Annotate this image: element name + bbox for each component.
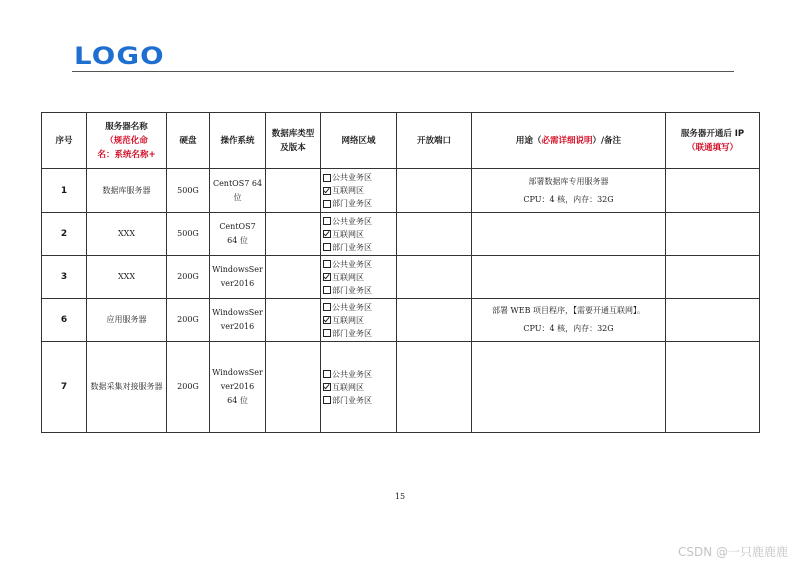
zone-option xyxy=(323,228,394,241)
table-row xyxy=(42,169,760,213)
cell-server-name: XXX xyxy=(87,256,167,299)
zone-option-label: 公共业务区 xyxy=(332,302,372,312)
zone-checkbox[interactable] xyxy=(323,286,331,294)
zone-option xyxy=(323,327,394,340)
zone-checkbox[interactable] xyxy=(323,217,331,225)
cell-purpose xyxy=(472,256,666,299)
cell-seq: 6 xyxy=(42,299,87,342)
col-header-ip xyxy=(666,113,760,169)
header-text-required: 必需详细说明 xyxy=(541,135,593,146)
zone-checkbox[interactable] xyxy=(323,329,331,337)
cell-os xyxy=(210,169,266,213)
os-line: WindowsSer xyxy=(212,368,263,377)
zone-checkbox[interactable] xyxy=(323,187,331,195)
col-header-zone: 网络区域 xyxy=(321,113,397,169)
zone-option xyxy=(323,241,394,254)
os-line: CentOS7 xyxy=(219,222,256,231)
zone-option-label: 公共业务区 xyxy=(332,173,372,182)
header-text: 服务器名称 xyxy=(105,121,148,132)
cell-network-zone xyxy=(321,256,397,299)
col-header-seq: 序号 xyxy=(42,113,87,169)
cell-disk: 200G xyxy=(167,299,210,342)
cell-ports xyxy=(397,299,472,342)
cell-ports xyxy=(397,256,472,299)
cell-server-name: XXX xyxy=(87,213,167,256)
zone-option-label: 互联网区 xyxy=(332,382,364,392)
cell-os xyxy=(210,256,266,299)
zone-option xyxy=(323,301,394,314)
zone-option xyxy=(323,314,394,327)
zone-checkbox[interactable] xyxy=(323,303,331,311)
cell-network-zone xyxy=(321,169,397,213)
cell-db xyxy=(266,256,321,299)
os-line: WindowsSer xyxy=(212,265,263,274)
logo: LOGO xyxy=(74,42,165,70)
zone-option-label: 互联网区 xyxy=(332,272,364,282)
zone-checkbox[interactable] xyxy=(323,230,331,238)
zone-checkbox[interactable] xyxy=(323,260,331,268)
cell-os xyxy=(210,299,266,342)
server-request-table xyxy=(41,112,760,433)
os-line: 位 xyxy=(233,192,242,202)
zone-checkbox[interactable] xyxy=(323,370,331,378)
header-text: 数据库类型 xyxy=(271,128,315,139)
zone-option xyxy=(323,381,394,394)
os-line: ver2016 xyxy=(220,279,255,288)
zone-option-label: 互联网区 xyxy=(332,186,364,195)
zone-option-label: 部门业务区 xyxy=(332,199,372,208)
watermark: CSDN @一只鹿鹿鹿 xyxy=(677,545,788,559)
cell-server-name: 数据库服务器 xyxy=(87,169,167,213)
zone-checkbox[interactable] xyxy=(323,200,331,208)
table-row xyxy=(42,299,760,342)
zone-checkbox[interactable] xyxy=(323,383,331,391)
zone-option-label: 部门业务区 xyxy=(332,395,372,405)
header-text: 用途（ xyxy=(515,135,542,146)
col-header-db xyxy=(266,113,321,169)
col-header-ports: 开放端口 xyxy=(397,113,472,169)
zone-checkbox[interactable] xyxy=(323,273,331,281)
zone-option-label: 部门业务区 xyxy=(332,285,372,295)
page-number: 15 xyxy=(394,492,406,501)
cell-ports xyxy=(397,342,472,433)
cell-ip xyxy=(666,342,760,433)
cell-seq: 2 xyxy=(42,213,87,256)
cell-disk: 500G xyxy=(167,169,210,213)
cell-os xyxy=(210,342,266,433)
cell-os xyxy=(210,213,266,256)
zone-option xyxy=(323,171,394,184)
cell-ip xyxy=(666,169,760,213)
cell-disk: 200G xyxy=(167,342,210,433)
header-text: （联通填写） xyxy=(686,142,738,153)
header-text: （规范化命 xyxy=(105,135,148,146)
cell-server-name: 数据采集对接服务器 xyxy=(87,342,167,433)
purpose-line: 部署数据库专用服务器 xyxy=(528,176,609,186)
zone-option xyxy=(323,184,394,197)
table-row xyxy=(42,256,760,299)
zone-option-label: 互联网区 xyxy=(332,229,364,239)
cell-db xyxy=(266,169,321,213)
purpose-line: CPU：4 核，内存：32G xyxy=(523,324,614,333)
zone-option-label: 互联网区 xyxy=(332,315,364,325)
col-header-server-name xyxy=(87,113,167,169)
zone-option xyxy=(323,368,394,381)
cell-seq: 1 xyxy=(42,169,87,213)
zone-checkbox[interactable] xyxy=(323,174,331,182)
cell-server-name: 应用服务器 xyxy=(87,299,167,342)
zone-option-label: 公共业务区 xyxy=(332,369,372,379)
zone-option xyxy=(323,215,394,228)
cell-network-zone xyxy=(321,342,397,433)
zone-option-label: 公共业务区 xyxy=(332,216,372,226)
zone-option xyxy=(323,271,394,284)
os-line: CentOS7 64 xyxy=(212,178,263,188)
zone-option-label: 公共业务区 xyxy=(332,259,372,269)
os-line: ver2016 xyxy=(220,322,255,331)
zone-option xyxy=(323,284,394,297)
zone-option xyxy=(323,197,394,210)
cell-purpose xyxy=(472,213,666,256)
os-line: 64 位 xyxy=(227,236,248,245)
cell-seq: 7 xyxy=(42,342,87,433)
zone-checkbox[interactable] xyxy=(323,243,331,251)
cell-network-zone xyxy=(321,213,397,256)
zone-checkbox[interactable] xyxy=(323,316,331,324)
cell-db xyxy=(266,342,321,433)
cell-db xyxy=(266,299,321,342)
os-line: ver2016 xyxy=(220,382,255,391)
zone-option-label: 部门业务区 xyxy=(332,328,372,338)
cell-disk: 500G xyxy=(167,213,210,256)
table-header-row xyxy=(42,113,760,169)
col-header-os: 操作系统 xyxy=(210,113,266,169)
header-text: 服务器开通后 IP xyxy=(680,128,745,139)
cell-ip xyxy=(666,213,760,256)
cell-db xyxy=(266,213,321,256)
zone-option xyxy=(323,258,394,271)
cell-seq: 3 xyxy=(42,256,87,299)
cell-purpose xyxy=(472,169,666,213)
cell-purpose xyxy=(472,342,666,433)
col-header-purpose xyxy=(472,113,666,169)
zone-checkbox[interactable] xyxy=(323,396,331,404)
header-text: 及版本 xyxy=(280,142,306,153)
purpose-line: 部署 WEB 项目程序，【需要开通互联网】。 xyxy=(491,306,646,315)
purpose-line: CPU：4 核，内存：32G xyxy=(523,194,614,204)
header-text: ）/备注 xyxy=(592,135,622,146)
header-divider xyxy=(72,71,734,72)
cell-ports xyxy=(397,213,472,256)
table-row xyxy=(42,342,760,433)
cell-ports xyxy=(397,169,472,213)
zone-option-label: 部门业务区 xyxy=(332,242,372,252)
zone-option xyxy=(323,394,394,407)
table-row xyxy=(42,213,760,256)
col-header-disk: 硬盘 xyxy=(167,113,210,169)
cell-network-zone xyxy=(321,299,397,342)
os-line: WindowsSer xyxy=(212,308,263,317)
header-text: 名：系统名称+ xyxy=(97,149,156,160)
cell-ip xyxy=(666,299,760,342)
cell-disk: 200G xyxy=(167,256,210,299)
cell-ip xyxy=(666,256,760,299)
os-line: 64 位 xyxy=(227,396,248,405)
cell-purpose xyxy=(472,299,666,342)
